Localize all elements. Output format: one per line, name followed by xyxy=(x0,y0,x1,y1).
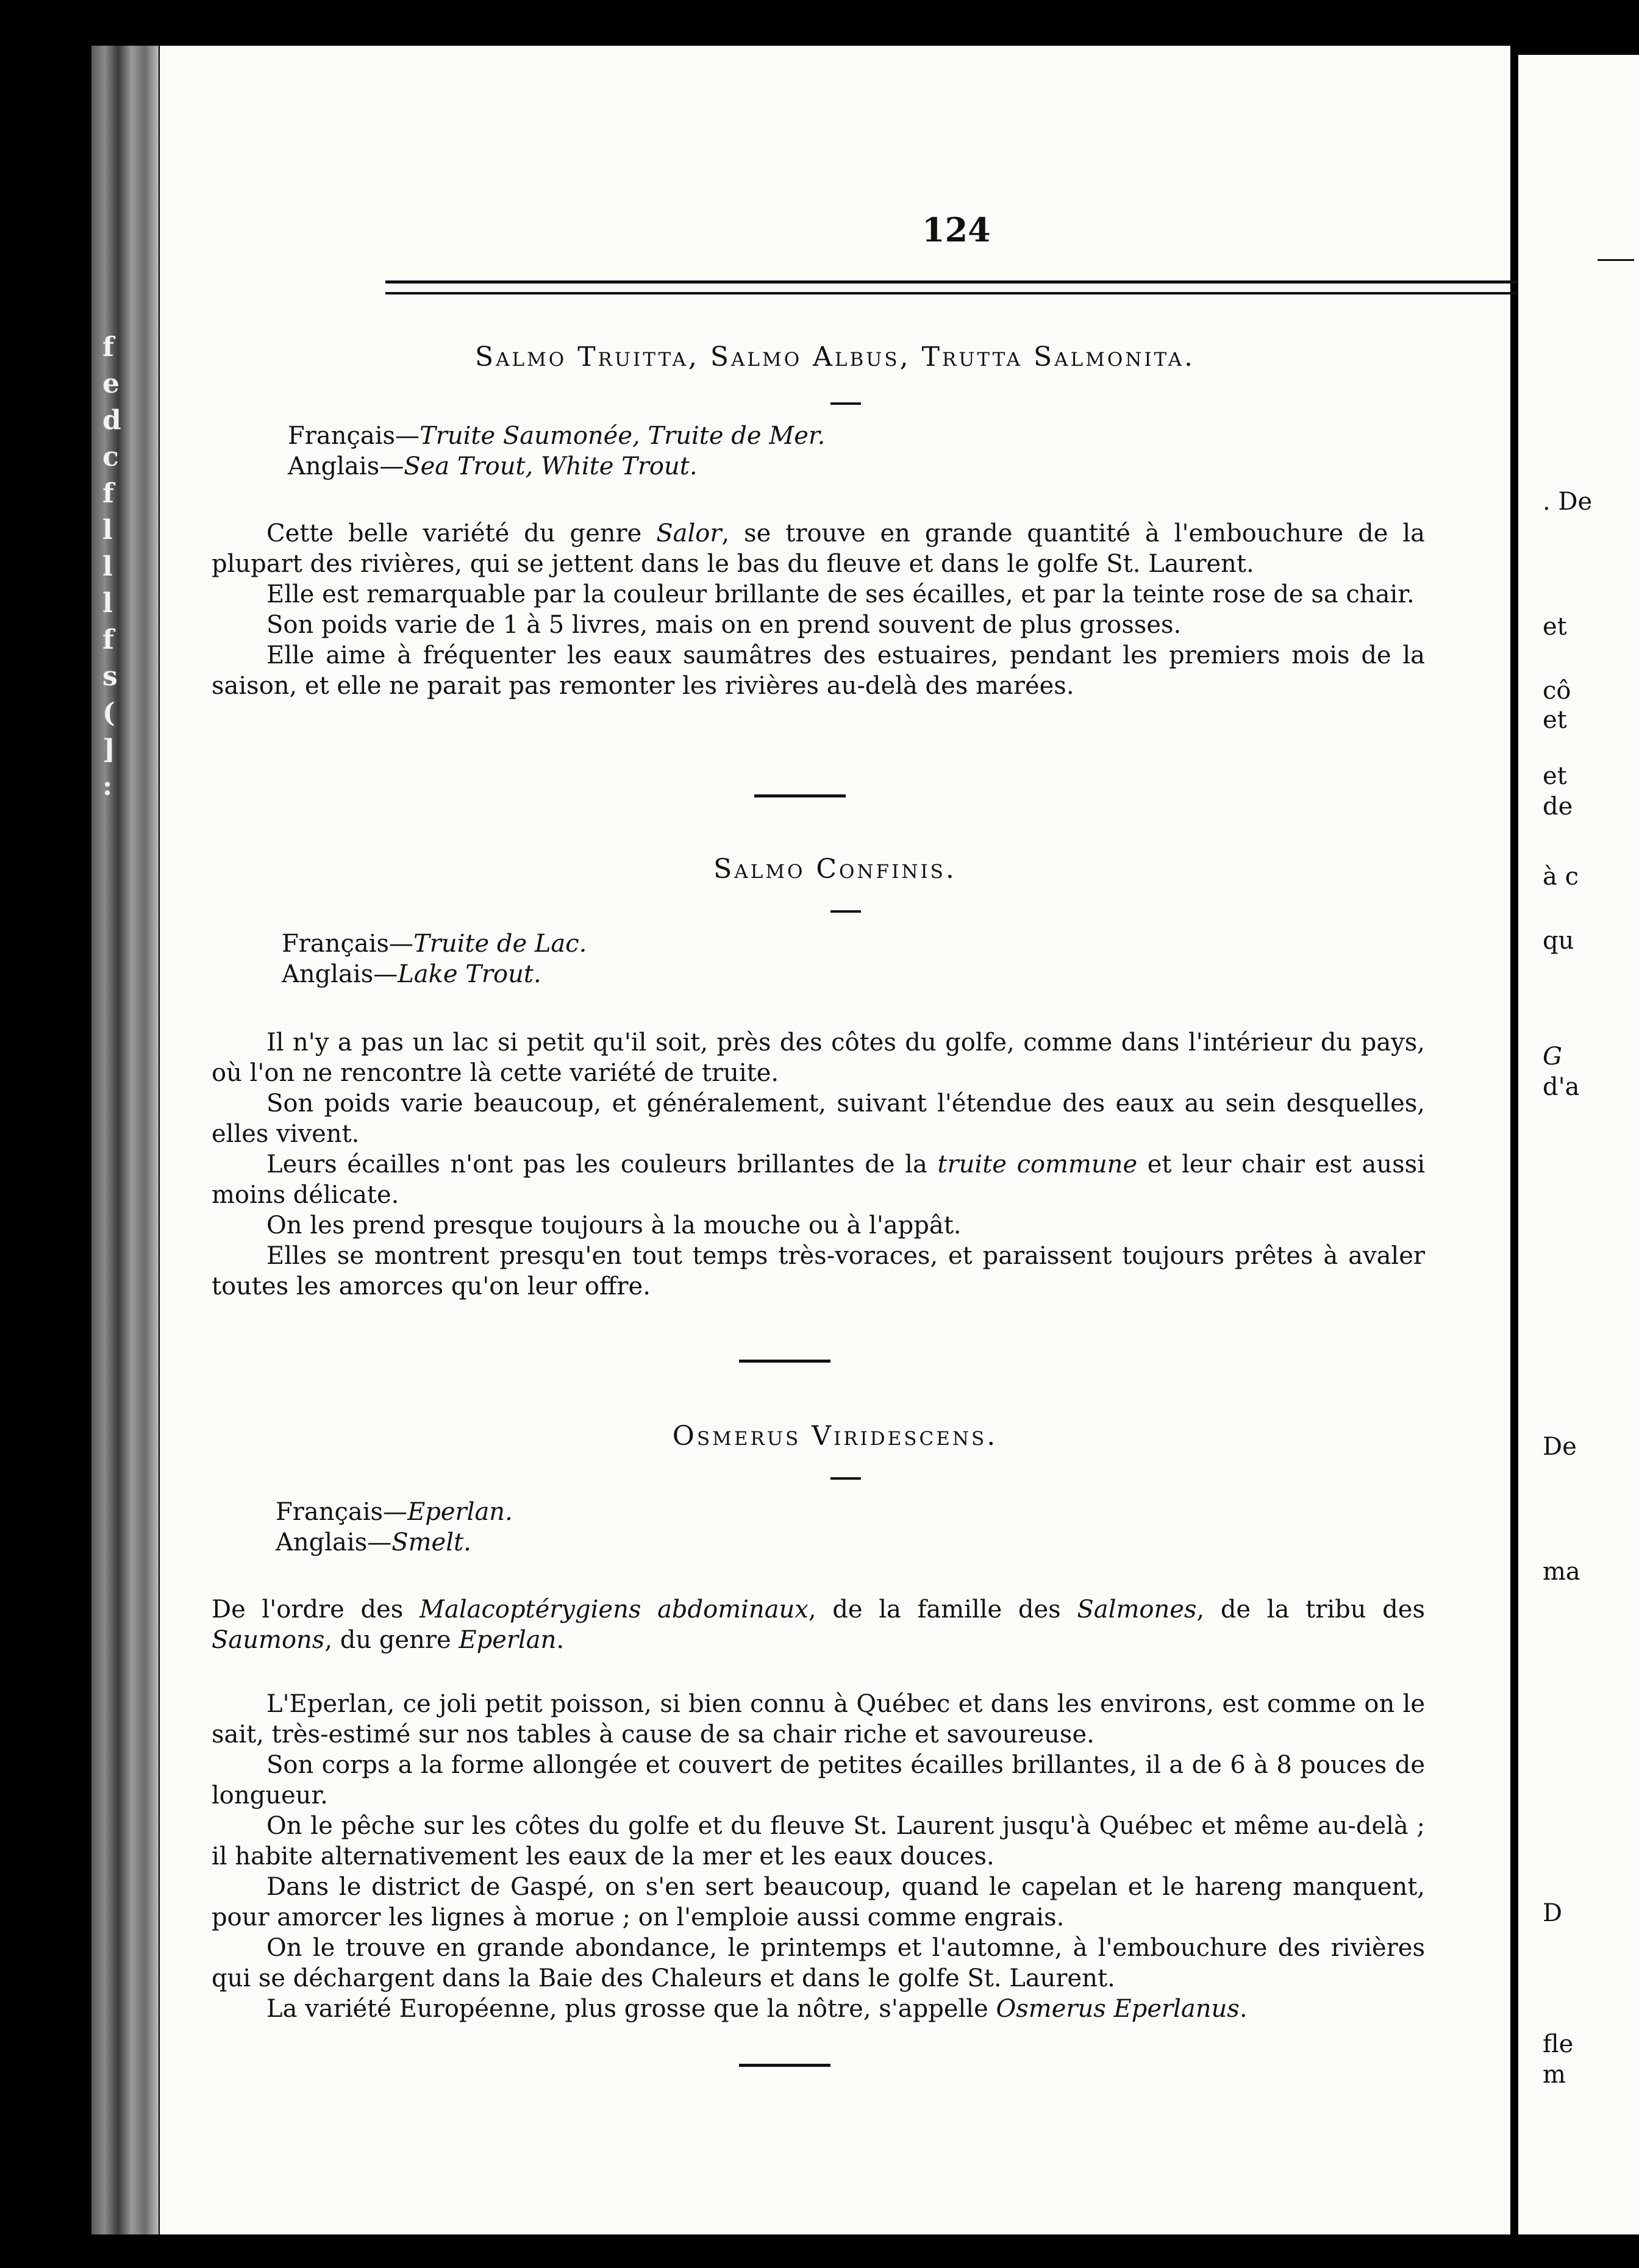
section-body xyxy=(212,1689,1425,2024)
margin-letter: s xyxy=(102,661,118,692)
section-divider xyxy=(754,794,846,797)
paragraph: Elle aime à fréquenter les eaux saumâtres des estuaires, pendant les premiers mois de la saison, et elle ne parait pas remonter les rivières au-delà des marées. xyxy=(212,641,1425,700)
heading-dash xyxy=(830,910,861,913)
margin-letter: ] xyxy=(102,734,115,765)
heading-dash xyxy=(830,1477,861,1480)
next-page-fragment: d'a xyxy=(1543,1073,1580,1101)
heading-dash xyxy=(830,402,861,405)
header-double-rule xyxy=(385,280,1526,294)
francais-label: Français— xyxy=(276,1498,408,1526)
next-page-fragment: à c xyxy=(1543,863,1579,891)
paragraph: Son poids varie de 1 à 5 livres, mais on en prend souvent de plus grosses. xyxy=(266,611,1182,639)
next-page-fragment: et xyxy=(1543,613,1567,641)
paragraph: Leurs écailles n'ont pas les couleurs brillantes de la truite commune et leur chair est aussi moins délicate. xyxy=(212,1150,1426,1209)
paragraph: La variété Européenne, plus grosse que la nôtre, s'appelle Osmerus Eperlanus. xyxy=(266,1995,1248,2023)
section-body xyxy=(212,518,1425,701)
margin-letter: f xyxy=(102,478,114,509)
section-heading: Salmo Truitta, Salmo Albus, Trutta Salmonita. xyxy=(474,341,1196,373)
page-number: 124 xyxy=(922,210,991,249)
classification-line xyxy=(212,1594,1425,1655)
next-page-fragment: De xyxy=(1543,1433,1577,1461)
section-heading: Osmerus Viridescens. xyxy=(672,1421,998,1452)
anglais-label: Anglais— xyxy=(288,452,404,480)
anglais-label: Anglais— xyxy=(282,960,398,988)
anglais-name: Lake Trout. xyxy=(398,960,541,988)
paragraph: Son poids varie beaucoup, et généralement, suivant l'étendue des eaux au sein desquelles, elles vivent. xyxy=(212,1089,1425,1148)
next-page-rule xyxy=(1598,259,1634,261)
next-page-fragment: fle xyxy=(1543,2030,1574,2058)
margin-letter: ( xyxy=(102,697,115,729)
paragraph: Cette belle variété du genre Salor, se trouve en grande quantité à l'embouchure de la plupart des rivières, qui se jettent dans le bas du fleuve et dans le golfe St. Laurent. xyxy=(212,519,1425,578)
next-page-fragment: ma xyxy=(1543,1558,1580,1586)
margin-letter: l xyxy=(102,551,113,582)
francais-name: Truite Saumonée, Truite de Mer. xyxy=(420,422,826,450)
next-page-fragment: et xyxy=(1543,762,1567,790)
paragraph: On le pêche sur les côtes du golfe et du fleuve St. Laurent jusqu'à Québec et même au-delà ; il habite alternativement les eaux de la mer et les eaux douces. xyxy=(212,1812,1425,1870)
next-page-fragment: G xyxy=(1543,1043,1562,1071)
margin-letter: e xyxy=(102,368,120,399)
margin-letter: : xyxy=(102,771,113,802)
next-page-fragment: qu xyxy=(1543,927,1574,955)
margin-letter: l xyxy=(102,515,113,546)
francais-label: Français— xyxy=(288,422,420,450)
next-page-fragment: m xyxy=(1543,2061,1566,2089)
next-page-edge xyxy=(1518,55,1639,2234)
paragraph: Elles se montrent presqu'en tout temps très-voraces, et paraissent toujours prêtes à avaler toutes les amorces qu'on leur offre. xyxy=(212,1242,1425,1300)
section-divider xyxy=(739,1360,830,1363)
book-page xyxy=(160,46,1510,2234)
paragraph: Il n'y a pas un lac si petit qu'il soit, près des côtes du golfe, comme dans l'intérieur du pays, où l'on ne rencontre là cette variété de truite. xyxy=(212,1029,1425,1087)
francais-name: Truite de Lac. xyxy=(413,930,587,958)
next-page-fragment: cô xyxy=(1543,677,1571,705)
paragraph: De l'ordre des Malacoptérygiens abdominaux, de la famille des Salmones, de la tribu des Saumons, du genre Eperlan. xyxy=(212,1596,1425,1654)
anglais-name: Smelt. xyxy=(391,1528,471,1557)
left-page-margin-letters xyxy=(102,329,127,805)
next-page-fragment: et xyxy=(1543,706,1567,734)
margin-letter: c xyxy=(102,441,119,472)
margin-letter: d xyxy=(102,405,121,436)
section-heading: Salmo Confinis. xyxy=(713,854,957,885)
paragraph: On les prend presque toujours à la mouche ou à l'appât. xyxy=(266,1211,962,1239)
paragraph: On le trouve en grande abondance, le printemps et l'automne, à l'embouchure des rivières qui se déchargent dans la Baie des Chaleurs et dans le golfe St. Laurent. xyxy=(212,1934,1425,1992)
section-body xyxy=(212,1027,1425,1302)
margin-letter: f xyxy=(102,624,114,655)
scan-left-border xyxy=(0,0,91,2268)
anglais-name: Sea Trout, White Trout. xyxy=(404,452,698,480)
next-page-fragment: de xyxy=(1543,793,1573,821)
francais-name: Eperlan. xyxy=(407,1498,513,1526)
common-names xyxy=(288,421,825,482)
margin-letter: l xyxy=(102,588,113,619)
section-divider xyxy=(739,2064,830,2067)
paragraph: Elle est remarquable par la couleur brillante de ses écailles, et par la teinte rose de sa chair. xyxy=(266,580,1415,608)
paragraph: Son corps a la forme allongée et couvert de petites écailles brillantes, il a de 6 à 8 pouces de longueur. xyxy=(212,1751,1425,1810)
paragraph: Dans le district de Gaspé, on s'en sert beaucoup, quand le capelan et le hareng manquent, pour amorcer les lignes à morue ; on l'emploie aussi comme engrais. xyxy=(212,1873,1425,1931)
francais-label: Français— xyxy=(282,930,414,958)
next-page-fragment: D xyxy=(1543,1899,1563,1927)
anglais-label: Anglais— xyxy=(276,1528,392,1557)
common-names xyxy=(282,929,587,990)
paragraph: L'Eperlan, ce joli petit poisson, si bien connu à Québec et dans les environs, est comme on le sait, très-estimé sur nos tables à cause de sa chair riche et savoureuse. xyxy=(212,1690,1425,1749)
margin-letter: f xyxy=(102,332,114,363)
common-names xyxy=(276,1497,513,1558)
next-page-fragment: . De xyxy=(1543,488,1593,516)
